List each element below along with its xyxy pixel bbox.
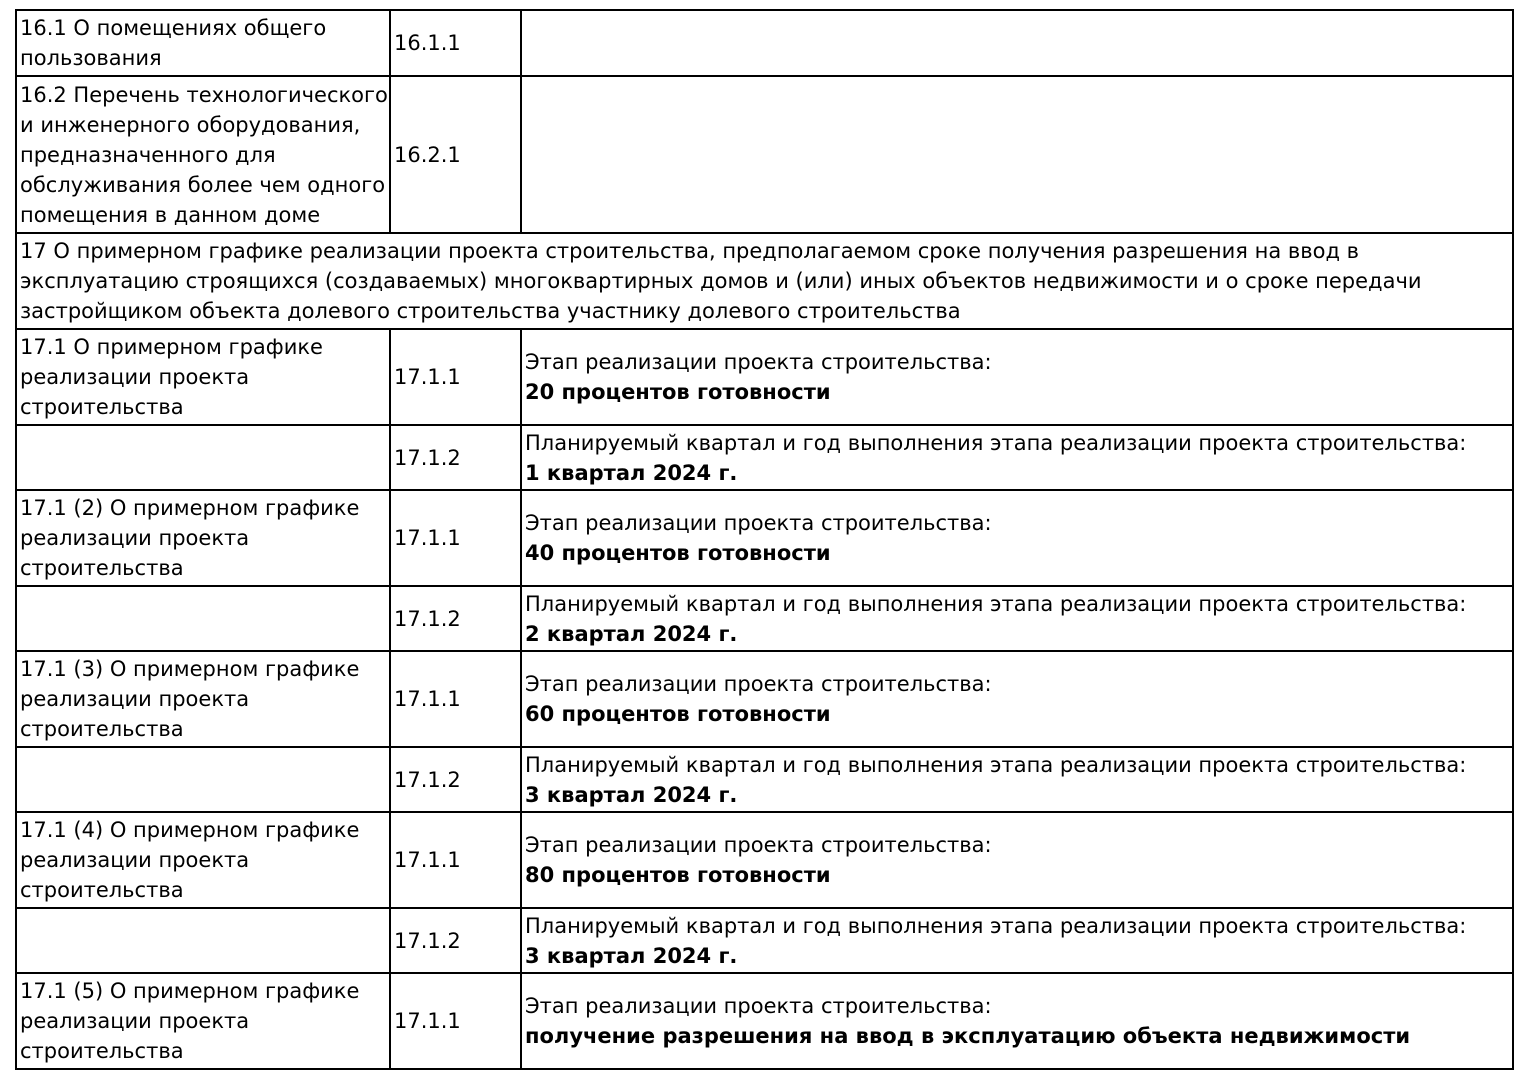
section-row xyxy=(16,233,1513,329)
table-row xyxy=(16,651,1513,747)
field-value: получение разрешения на ввод в эксплуатацию объекта недвижимости xyxy=(525,1024,1411,1048)
table-row xyxy=(16,76,1513,233)
field-value: 2 квартал 2024 г. xyxy=(525,621,738,646)
row-title: 17.1 (5) О примерном графике реализации проекта строительства xyxy=(16,973,390,1069)
row-value xyxy=(521,908,1513,973)
row-title: 16.2 Перечень технологического и инженерного оборудования, предназначенного для обслуживания более чем одного помещения в данном доме xyxy=(16,76,390,233)
table-row xyxy=(16,812,1513,908)
field-value: 60 процентов готовности xyxy=(525,702,831,726)
field-label: Планируемый квартал и год выполнения этапа реализации проекта строительства: xyxy=(525,430,1467,455)
table-row xyxy=(16,586,1513,651)
row-title-empty xyxy=(16,908,390,973)
field-value: 80 процентов готовности xyxy=(525,863,831,887)
row-title: 17.1 О примерном графике реализации проекта строительства xyxy=(16,329,390,425)
row-code: 17.1.2 xyxy=(390,747,521,812)
row-title: 16.1 О помещениях общего пользования xyxy=(16,10,390,76)
row-code: 17.1.1 xyxy=(390,329,521,425)
row-title-empty xyxy=(16,586,390,651)
field-label: Этап реализации проекта строительства: xyxy=(525,833,992,857)
row-value xyxy=(521,425,1513,490)
table-row xyxy=(16,973,1513,1069)
field-label: Планируемый квартал и год выполнения этапа реализации проекта строительства: xyxy=(525,752,1467,777)
field-value: 1 квартал 2024 г. xyxy=(525,460,738,485)
row-code: 17.1.1 xyxy=(390,490,521,586)
row-value xyxy=(521,747,1513,812)
row-value-empty xyxy=(521,76,1513,233)
table-row xyxy=(16,329,1513,425)
field-label: Этап реализации проекта строительства: xyxy=(525,511,992,535)
section-heading: 17 О примерном графике реализации проекта строительства, предполагаемом сроке получения разрешения на ввод в эксплуатацию строящихся (создаваемых) многоквартирных домов и (или) иных объектов недвижимости и о сроке передачи застройщиком объекта долевого строительства участнику долевого строительства xyxy=(16,233,1513,329)
field-value: 40 процентов готовности xyxy=(525,541,831,565)
row-code: 16.2.1 xyxy=(390,76,521,233)
row-value xyxy=(521,586,1513,651)
document-table xyxy=(15,9,1514,1070)
table-row xyxy=(16,747,1513,812)
row-code: 17.1.1 xyxy=(390,973,521,1069)
row-title: 17.1 (3) О примерном графике реализации проекта строительства xyxy=(16,651,390,747)
row-value-empty xyxy=(521,10,1513,76)
row-code: 17.1.1 xyxy=(390,651,521,747)
field-value: 3 квартал 2024 г. xyxy=(525,782,738,807)
row-value xyxy=(521,973,1513,1069)
table-row xyxy=(16,908,1513,973)
table-row xyxy=(16,10,1513,76)
field-label: Этап реализации проекта строительства: xyxy=(525,994,992,1018)
row-code: 17.1.2 xyxy=(390,908,521,973)
row-code: 17.1.1 xyxy=(390,812,521,908)
field-value: 3 квартал 2024 г. xyxy=(525,943,738,968)
row-title: 17.1 (4) О примерном графике реализации проекта строительства xyxy=(16,812,390,908)
row-title: 17.1 (2) О примерном графике реализации проекта строительства xyxy=(16,490,390,586)
field-label: Этап реализации проекта строительства: xyxy=(525,672,992,696)
row-code: 16.1.1 xyxy=(390,10,521,76)
row-value xyxy=(521,329,1513,425)
row-value xyxy=(521,812,1513,908)
row-title-empty xyxy=(16,425,390,490)
field-value: 20 процентов готовности xyxy=(525,380,831,404)
row-code: 17.1.2 xyxy=(390,425,521,490)
field-label: Планируемый квартал и год выполнения этапа реализации проекта строительства: xyxy=(525,913,1467,938)
table-row xyxy=(16,425,1513,490)
row-value xyxy=(521,490,1513,586)
row-value xyxy=(521,651,1513,747)
row-title-empty xyxy=(16,747,390,812)
field-label: Этап реализации проекта строительства: xyxy=(525,350,992,374)
table-row xyxy=(16,490,1513,586)
row-code: 17.1.2 xyxy=(390,586,521,651)
field-label: Планируемый квартал и год выполнения этапа реализации проекта строительства: xyxy=(525,591,1467,616)
